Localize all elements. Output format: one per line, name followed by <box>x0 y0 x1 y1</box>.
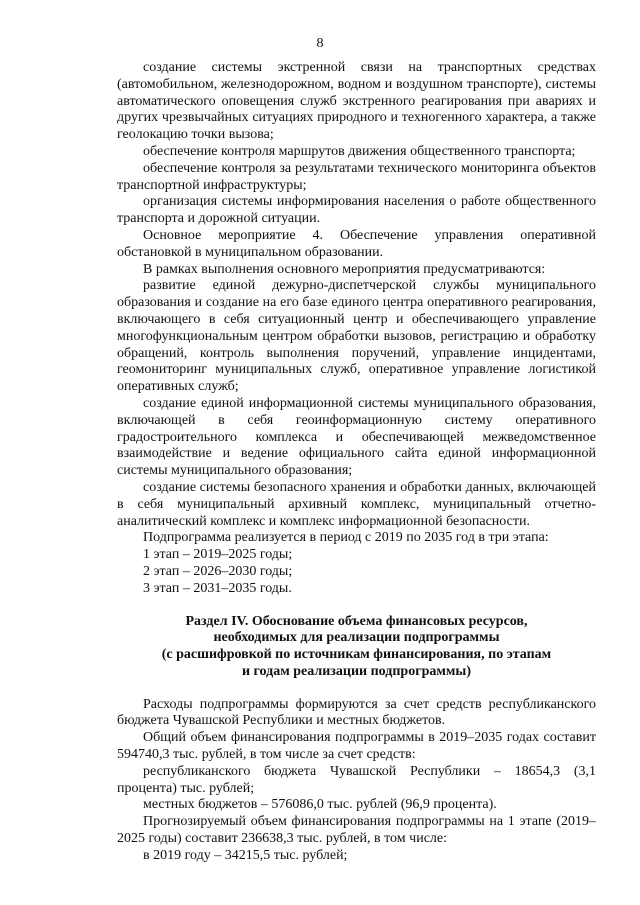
stage-item: 1 этап – 2019–2025 годы; <box>143 547 293 563</box>
section-heading-line: Раздел IV. Обоснование объема финансовых ресурсов, <box>185 613 528 629</box>
paragraph: создание единой информационной системы муниципального образования, включающей в себя геоинформационную систему оперативного градостроительного комплекса и обеспечивающей межведомственное взаимодействие и ведение официального сайта единой информационной системы муниципального образования; <box>117 395 596 479</box>
paragraph: Расходы подпрограммы формируются за счет средств республиканского бюджета Чувашской Республики и местных бюджетов. <box>117 696 596 729</box>
stage-item: 3 этап – 2031–2035 годы. <box>143 580 292 596</box>
paragraph: создание системы экстренной связи на транспортных средствах (автомобильном, железнодорожном, водном и воздушном транспорте), системы автоматического оповещения служб экстренного реагирования при авариях и других чрезвычайных ситуациях природного и техногенного характера, а также геолокацию точки вызова; <box>117 60 596 143</box>
paragraph: развитие единой дежурно-диспетчерской службы муниципального образования и создание на его базе единого центра оперативного реагирования, включающего в себя ситуационный центр и обеспечивающего управление многофункциональным центром обработки вызовов, регистрацию и обработку обращений, контроль выполнения поручений, управление инцидентами, геомониторинг муниципальных служб, оперативное управление логистикой оперативных служб; <box>117 278 596 395</box>
section-heading-line: необходимых для реализации подпрограммы <box>213 630 500 646</box>
document-body <box>117 60 596 865</box>
paragraph: местных бюджетов – 576086,0 тыс. рублей (96,9 процента). <box>143 797 497 813</box>
paragraph: Подпрограмма реализуется в период с 2019 по 2035 год в три этапа: <box>143 530 549 546</box>
stage-item: 2 этап – 2026–2030 годы; <box>143 563 293 579</box>
paragraph: В рамках выполнения основного мероприятия предусматриваются: <box>143 261 546 277</box>
paragraph: организация системы информирования населения о работе общественного транспорта и дорожной ситуации. <box>117 194 596 227</box>
paragraph: создание системы безопасного хранения и обработки данных, включающей в себя муниципальный архивный комплекс, муниципальный отчетно-аналитический комплекс и комплекс информационной безопасности. <box>117 479 596 529</box>
paragraph: Общий объем финансирования подпрограммы в 2019–2035 годах составит 594740,3 тыс. рублей, в том числе за счет средств: <box>117 730 596 763</box>
section-heading-line: и годам реализации подпрограммы) <box>241 663 472 679</box>
section-heading <box>117 614 596 681</box>
paragraph: Основное мероприятие 4. Обеспечение управления оперативной обстановкой в муниципальном образовании. <box>117 227 596 260</box>
paragraph: республиканского бюджета Чувашской Республики – 18654,3 (3,1 процента) тыс. рублей; <box>117 763 596 796</box>
paragraph: обеспечение контроля маршрутов движения общественного транспорта; <box>143 143 576 159</box>
paragraph: Прогнозируемый объем финансирования подпрограммы на 1 этапе (2019–2025 годы) составит 236638,3 тыс. рублей, в том числе: <box>117 814 596 847</box>
page-number: 8 <box>316 36 324 51</box>
paragraph: в 2019 году – 34215,5 тыс. рублей; <box>143 847 348 863</box>
paragraph: обеспечение контроля за результатами технического мониторинга объектов транспортной инфраструктуры; <box>117 160 596 193</box>
section-heading-line: (с расшифровкой по источникам финансирования, по этапам <box>161 647 552 663</box>
